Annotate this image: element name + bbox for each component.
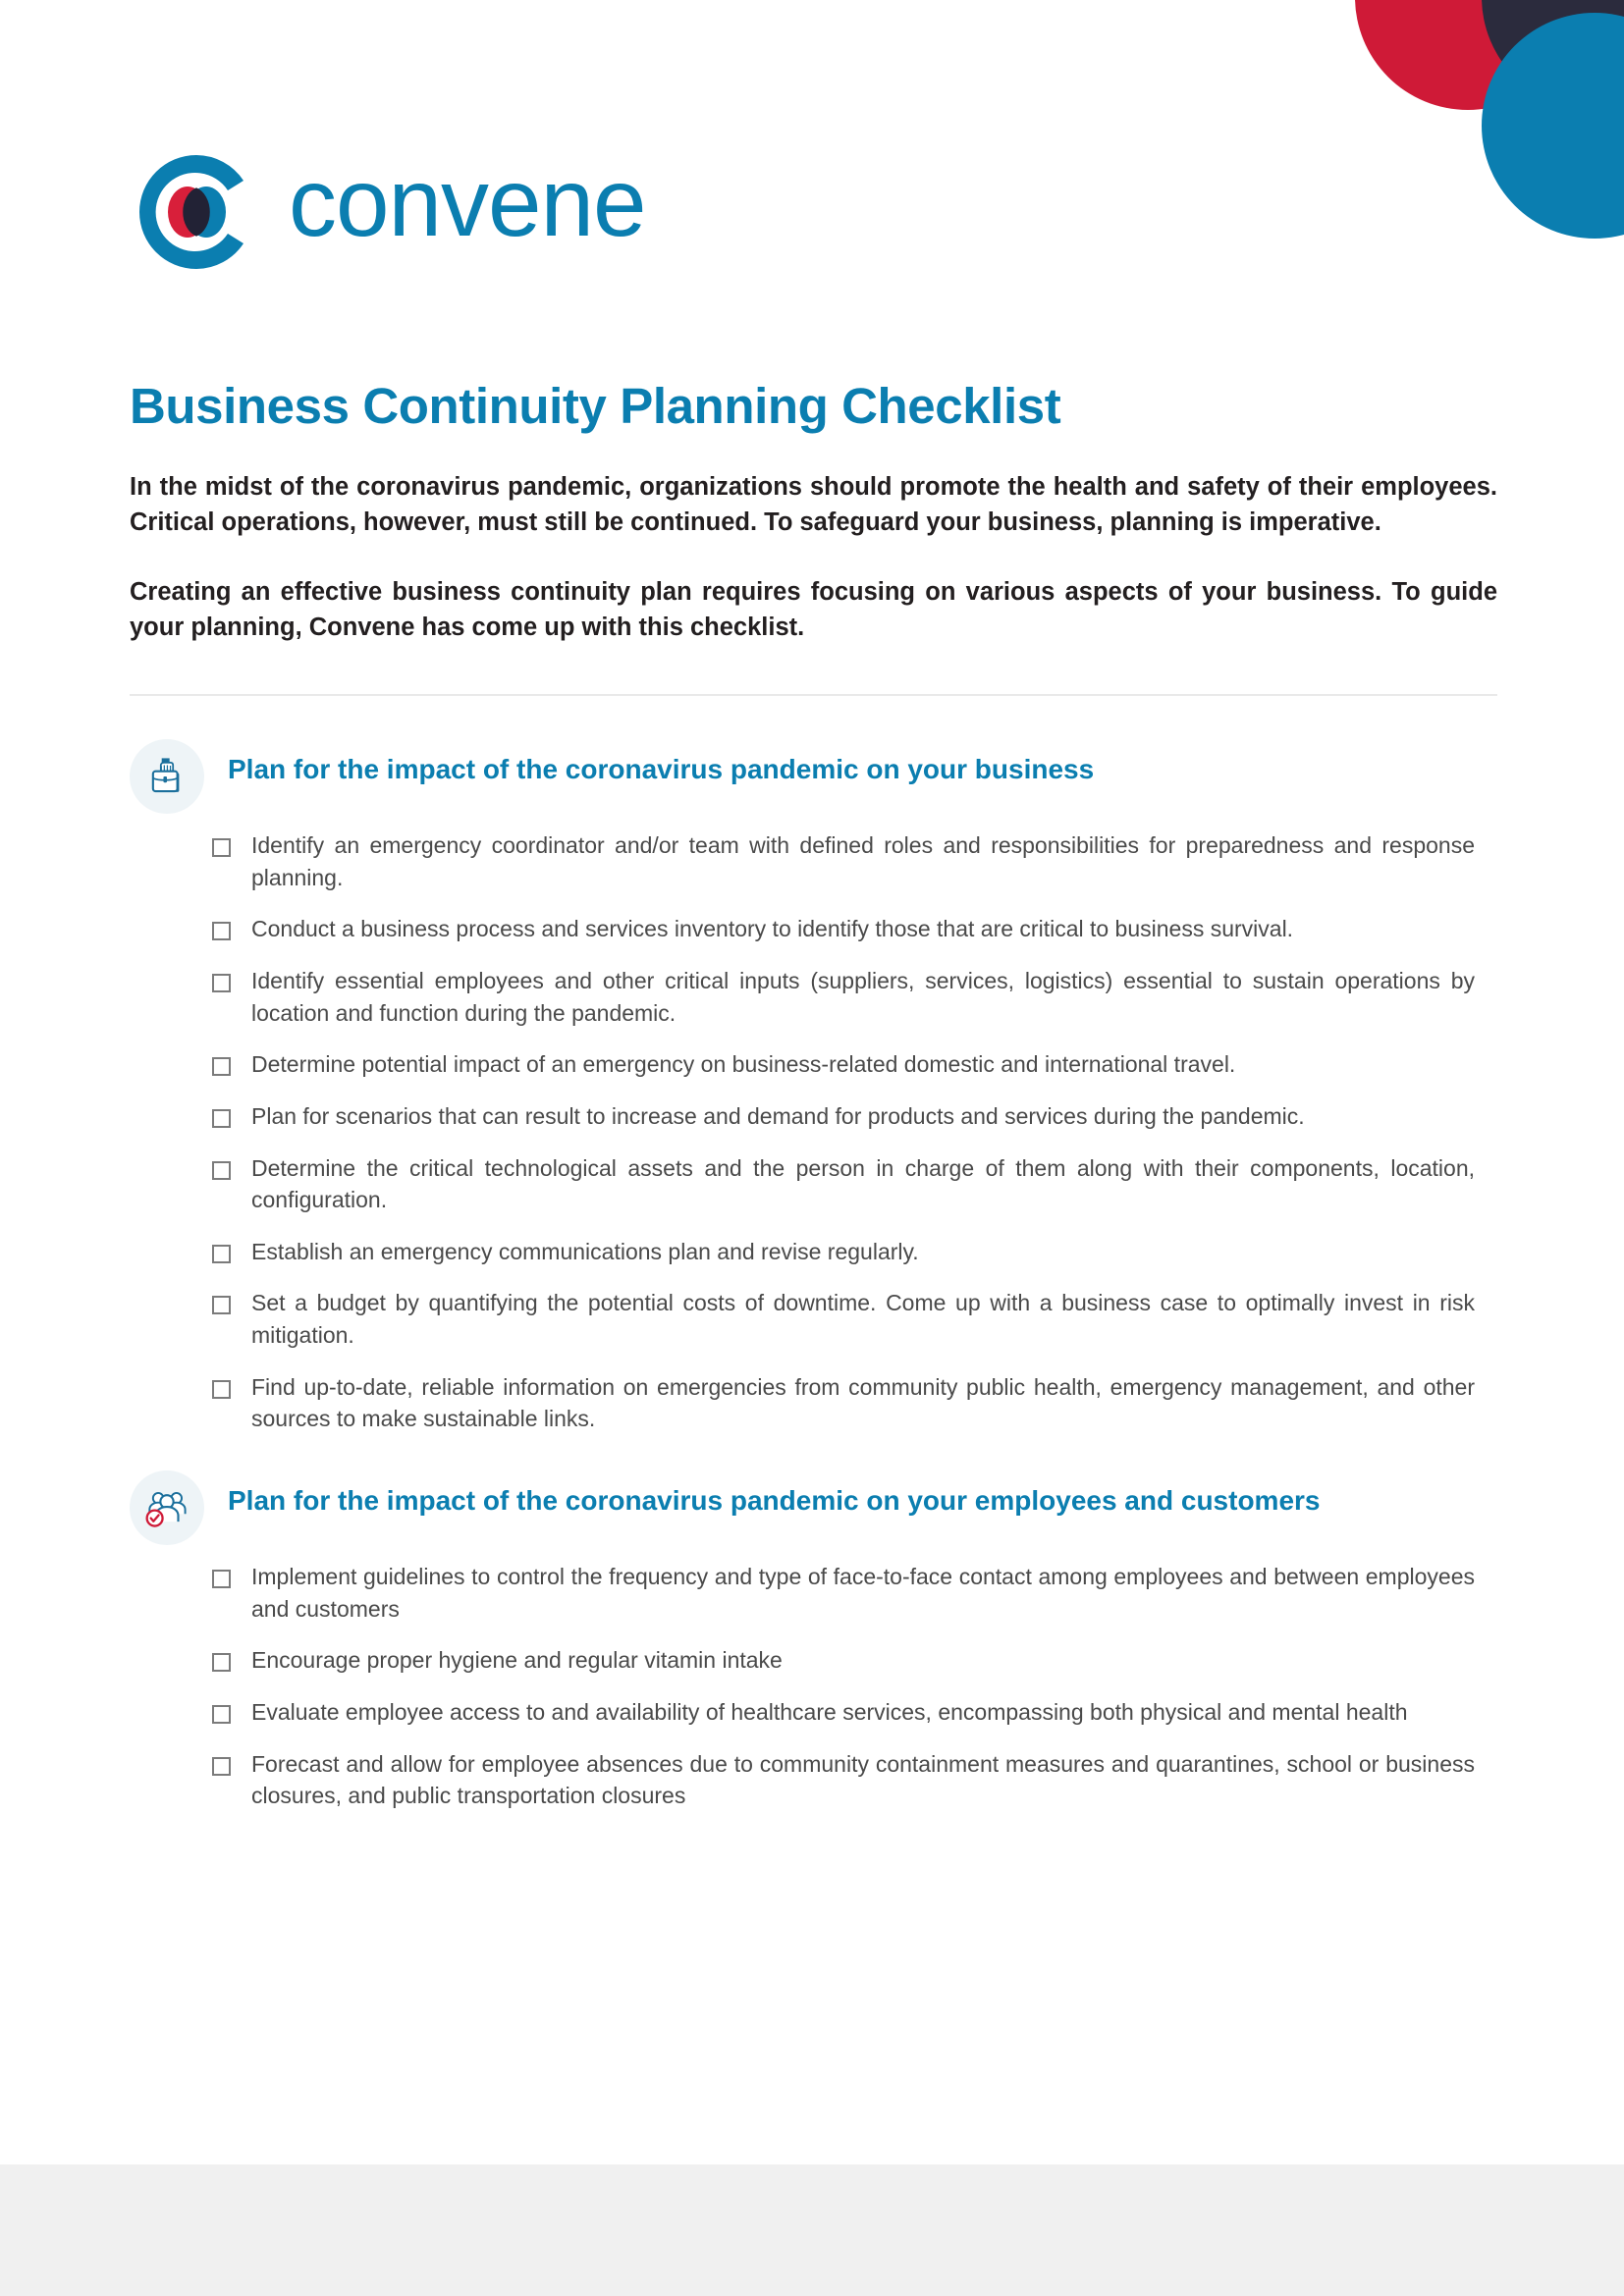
decor-circle-navy <box>1482 0 1624 110</box>
checkbox[interactable] <box>212 1057 231 1076</box>
checkbox[interactable] <box>212 1653 231 1672</box>
section-title: Plan for the impact of the coronavirus pandemic on your employees and customers <box>228 1485 1321 1517</box>
brand-wordmark <box>289 163 652 262</box>
checklist-item[interactable] <box>212 1048 1497 1081</box>
checklist-item[interactable] <box>212 913 1497 945</box>
checkbox[interactable] <box>212 1570 231 1588</box>
checklist-item[interactable] <box>212 1644 1497 1677</box>
section-title: Plan for the impact of the coronavirus pandemic on your business <box>228 753 1095 784</box>
decor-circle-red <box>1355 0 1581 110</box>
convene-target-logo-icon <box>130 145 263 279</box>
checklist-item-label: Implement guidelines to control the frequency and type of face-to-face contact among employees and between employees and customers <box>251 1564 1475 1622</box>
checklist-item-label: Establish an emergency communications plan and revise regularly. <box>251 1238 919 1264</box>
checklist-item[interactable] <box>212 1100 1497 1133</box>
checkbox[interactable] <box>212 1380 231 1399</box>
checklist-item[interactable] <box>212 1371 1497 1435</box>
checkbox[interactable] <box>212 1161 231 1180</box>
page-title: Business Continuity Planning Checklist <box>130 378 1061 434</box>
checklist-item[interactable] <box>212 1236 1497 1268</box>
checklist-item[interactable] <box>212 829 1497 893</box>
checklist-item[interactable] <box>212 1748 1497 1812</box>
checkbox[interactable] <box>212 974 231 992</box>
checklist-item-label: Conduct a business process and services inventory to identify those that are critical to business survival. <box>251 916 1294 942</box>
checklist-section-employees <box>130 1476 1497 1812</box>
intro-paragraph-2: Creating an effective business continuity plan requires focusing on various aspects of your business. To guide your planning, Convene has come up with this checklist. <box>130 577 1497 641</box>
checklist-item-label: Identify essential employees and other critical inputs (suppliers, services, logistics) essential to sustain operations by location and function during the pandemic. <box>251 967 1475 1026</box>
checklist <box>130 1561 1497 1812</box>
intro-paragraph-1: In the midst of the coronavirus pandemic, organizations should promote the health and safety of their employees. Critical operations, however, must still be continued. To safeguard your business, planning is imperative. <box>130 473 1497 537</box>
checklist-item-label: Encourage proper hygiene and regular vitamin intake <box>251 1647 783 1674</box>
checklist <box>130 829 1497 1435</box>
checklist-item[interactable] <box>212 1287 1497 1351</box>
document-content <box>130 379 1497 1832</box>
checkbox[interactable] <box>212 1757 231 1776</box>
checklist-item[interactable] <box>212 1561 1497 1625</box>
section-header <box>130 745 1497 814</box>
people-group-check-icon <box>130 1470 204 1545</box>
section-header <box>130 1476 1497 1545</box>
checkbox[interactable] <box>212 1245 231 1263</box>
checkbox[interactable] <box>212 1296 231 1314</box>
checklist-item-label: Determine potential impact of an emergency on business-related domestic and international travel. <box>251 1051 1236 1078</box>
checklist-item-label: Set a budget by quantifying the potential costs of downtime. Come up with a business case to optimally invest in risk mitigation. <box>251 1290 1475 1349</box>
briefcase-in-hand-icon <box>130 739 204 814</box>
checklist-item-label: Identify an emergency coordinator and/or team with defined roles and responsibilities for preparedness and response planning. <box>251 831 1475 890</box>
checklist-item-label: Determine the critical technological assets and the person in charge of them along with their components, location, configuration. <box>251 1154 1475 1213</box>
checklist-item[interactable] <box>212 1152 1497 1216</box>
brand-logo <box>130 145 652 279</box>
section-divider <box>130 694 1497 696</box>
checklist-item[interactable] <box>212 1696 1497 1729</box>
checklist-item[interactable] <box>212 965 1497 1029</box>
checkbox[interactable] <box>212 838 231 857</box>
corner-decoration <box>1300 0 1624 265</box>
checklist-item-label: Plan for scenarios that can result to increase and demand for products and services during the pandemic. <box>251 1102 1305 1129</box>
checkbox[interactable] <box>212 922 231 940</box>
svg-text:convene: convene <box>289 162 646 256</box>
decor-circle-blue <box>1482 13 1624 239</box>
checklist-item-label: Find up-to-date, reliable information on emergencies from community public health, emergency management, and other sources to make sustainable links. <box>251 1373 1475 1432</box>
checkbox[interactable] <box>212 1109 231 1128</box>
checklist-item-label: Forecast and allow for employee absences due to community containment measures and quarantines, school or business closures, and public transportation closures <box>251 1750 1475 1809</box>
checklist-section-business <box>130 745 1497 1435</box>
checkbox[interactable] <box>212 1705 231 1724</box>
checklist-item-label: Evaluate employee access to and availability of healthcare services, encompassing both physical and mental health <box>251 1699 1408 1726</box>
